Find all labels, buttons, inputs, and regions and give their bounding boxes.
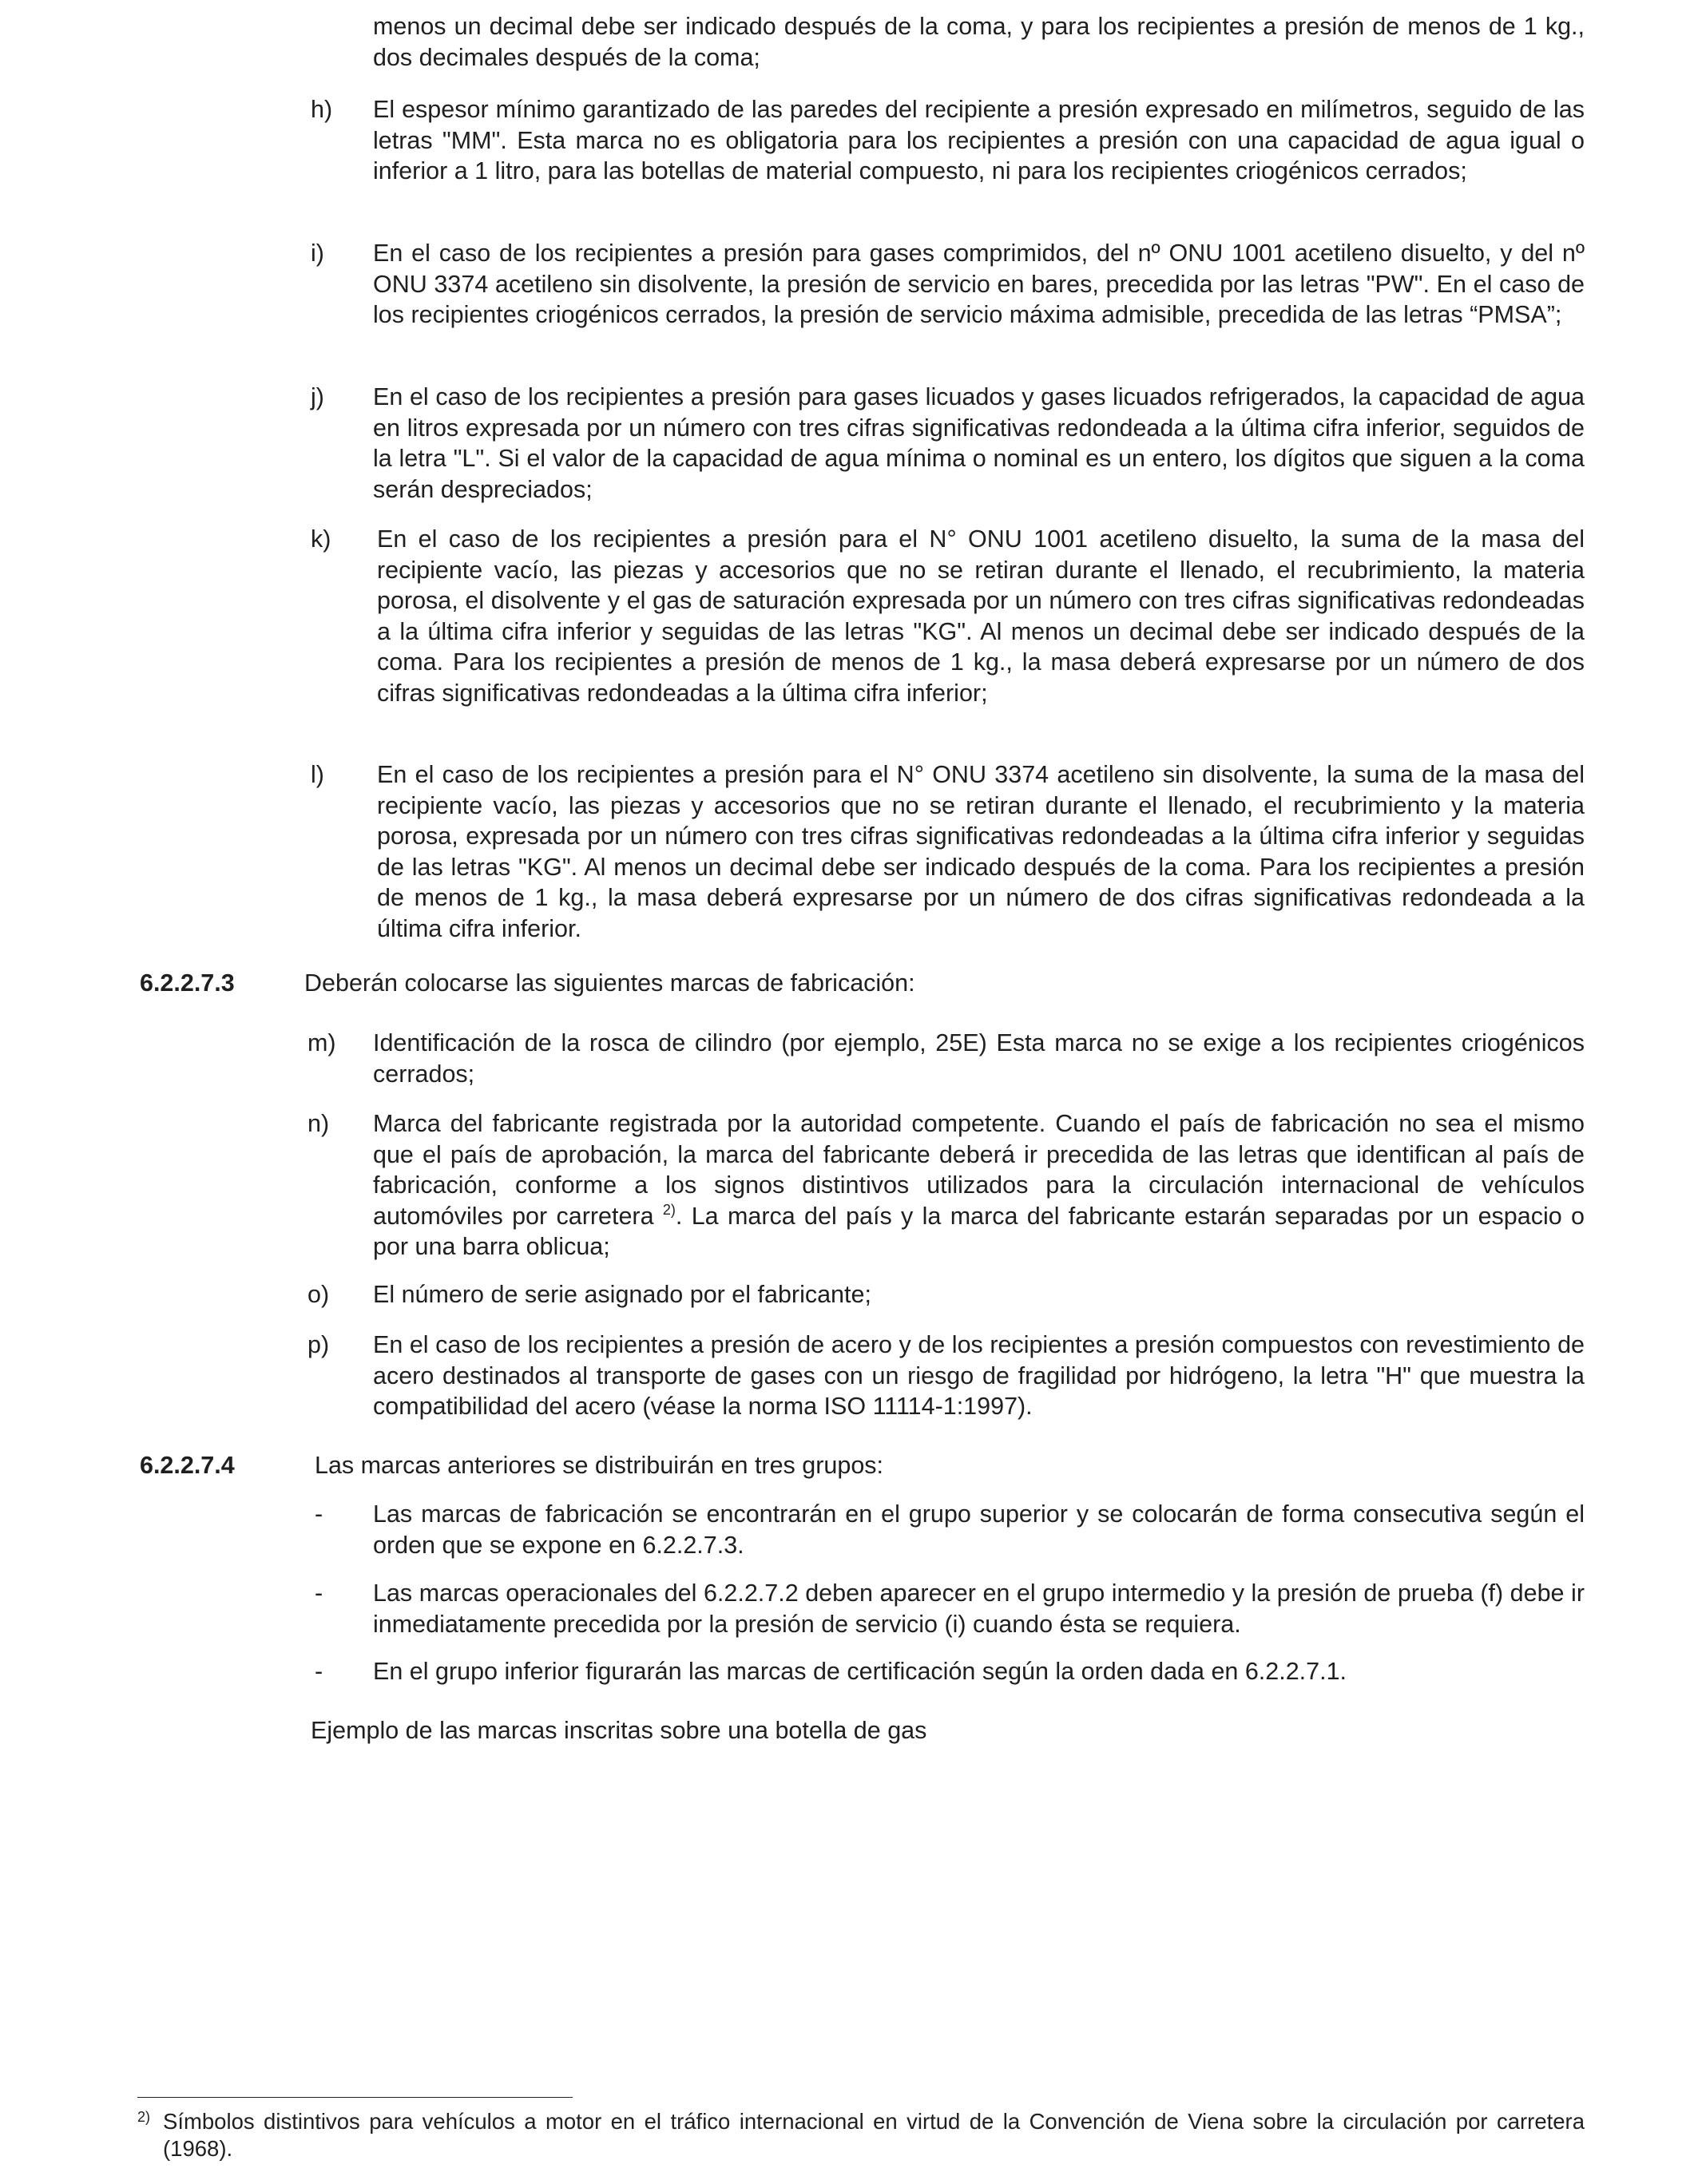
- section-heading-3: Deberán colocarse las siguientes marcas de fabricación:: [304, 969, 915, 997]
- footnote: [137, 2108, 1585, 2162]
- item-text-m: Identificación de la rosca de cilindro (por ejemplo, 25E) Esta marca no se exige a los recipientes criogénicos cerrados;: [373, 1029, 1585, 1088]
- item-text-n-before: Marca del fabricante registrada por la autoridad competente. Cuando el país de fabricación no sea el mismo que el país de aprobación, la marca del fabricante deberá ir precedida de las letras que identifican al país de fabricación, conforme a los signos distintivos utilizados para la circulación internacional de vehículos automóviles por carretera: [373, 1110, 1585, 1230]
- dash-label-2: -: [315, 1580, 323, 1607]
- item-label-m: m): [307, 1029, 336, 1056]
- item-text-p: En el caso de los recipientes a presión de acero y de los recipientes a presión compuestos con revestimiento de acero destinados al transporte de gases con un riesgo de fragilidad por hidrógeno, la letra "H" que muestra la compatibilidad del acero (véase la norma ISO 11114-1:1997).: [373, 1331, 1585, 1420]
- item-text-i: En el caso de los recipientes a presión para gases comprimidos, del nº ONU 1001 acetileno disuelto, y del nº ONU 3374 acetileno sin disolvente, la presión de servicio en bares, precedida por las letras "PW". En el caso de los recipientes criogénicos cerrados, la presión de servicio máxima admisible, precedida de las letras “PMSA”;: [373, 240, 1585, 328]
- dash-label-3: -: [315, 1658, 323, 1685]
- section-number-3: 6.2.2.7.3: [140, 969, 235, 997]
- dash-text-2: Las marcas operacionales del 6.2.2.7.2 deben aparecer en el grupo intermedio y la presión de prueba (f) debe ir inmediatamente precedida por la presión de servicio (i) cuando ésta se requiera.: [373, 1580, 1585, 1638]
- item-label-p: p): [307, 1331, 330, 1358]
- item-label-h: h): [311, 96, 333, 123]
- footnote-text: Símbolos distintivos para vehículos a motor en el tráfico internacional en virtud de la Convención de Viena sobre la circulación por carretera (1968).: [163, 2109, 1585, 2161]
- footnote-mark: 2): [137, 2109, 151, 2125]
- section-number-4: 6.2.2.7.4: [140, 1452, 235, 1479]
- item-text-n-after: . La marca del país y la marca del fabricante estarán separadas por un espacio o por una barra oblicua;: [373, 1202, 1585, 1260]
- item-text-j: En el caso de los recipientes a presión para gases licuados y gases licuados refrigerados, la capacidad de agua en litros expresada por un número con tres cifras significativas redondeada a la última cifra inferior, seguidos de la letra "L". Si el valor de la capacidad de agua mínima o nominal es un entero, los dígitos que siguen a la coma serán despreciados;: [373, 383, 1585, 503]
- item-label-n: n): [307, 1110, 330, 1137]
- item-label-o: o): [307, 1281, 330, 1308]
- item-text-k: En el caso de los recipientes a presión para el N° ONU 1001 acetileno disuelto, la suma de la masa del recipiente vacío, las piezas y accesorios que no se retiran durante el llenado, el recubrimiento, la materia porosa, el disolvente y el gas de saturación expresada por un número con tres cifras significativas redondeadas a la última cifra inferior y seguidas de las letras "KG". Al menos un decimal debe ser indicado después de la coma. Para los recipientes a presión de menos de 1 kg., la masa deberá expresarse por un número de dos cifras significativas redondeadas a la última cifra inferior;: [377, 525, 1585, 707]
- dash-text-3: En el grupo inferior figurarán las marcas de certificación según la orden dada en 6.2.2.7.1.: [373, 1658, 1347, 1685]
- dash-label-1: -: [315, 1500, 323, 1528]
- item-text-o: El número de serie asignado por el fabricante;: [373, 1281, 871, 1308]
- item-label-j: j): [311, 383, 324, 410]
- item-label-i: i): [311, 240, 324, 267]
- footnote-ref: 2): [662, 1201, 676, 1218]
- item-text-h: El espesor mínimo garantizado de las paredes del recipiente a presión expresado en milímetros, seguido de las letras "MM". Esta marca no es obligatoria para los recipientes a presión con una capacidad de agua igual o inferior a 1 litro, para las botellas de material compuesto, ni para los recipientes criogénicos cerrados;: [373, 96, 1585, 184]
- dash-text-1: Las marcas de fabricación se encontrarán en el grupo superior y se colocarán de forma consecutiva según el orden que se expone en 6.2.2.7.3.: [373, 1500, 1585, 1559]
- footnote-separator: [137, 2097, 573, 2098]
- section-heading-4: Las marcas anteriores se distribuirán en tres grupos:: [315, 1452, 883, 1479]
- continuation-paragraph: menos un decimal debe ser indicado después de la coma, y para los recipientes a presión de menos de 1 kg., dos decimales después de la coma;: [373, 13, 1585, 71]
- item-label-k: k): [311, 525, 331, 553]
- item-text-l: En el caso de los recipientes a presión para el N° ONU 3374 acetileno sin disolvente, la suma de la masa del recipiente vacío, las piezas y accesorios que no se retiran durante el llenado, el recubrimiento y la materia porosa, expresada por un número con tres cifras significativas redondeadas a la última cifra inferior y seguidas de las letras "KG". Al menos un decimal debe ser indicado después de la coma. Para los recipientes a presión de menos de 1 kg., la masa deberá expresarse por un número de dos cifras significativas redondeada a la última cifra inferior.: [377, 761, 1585, 942]
- item-text-n: [373, 1108, 1585, 1262]
- item-label-l: l): [311, 761, 324, 788]
- example-caption: Ejemplo de las marcas inscritas sobre una botella de gas: [311, 1717, 927, 1744]
